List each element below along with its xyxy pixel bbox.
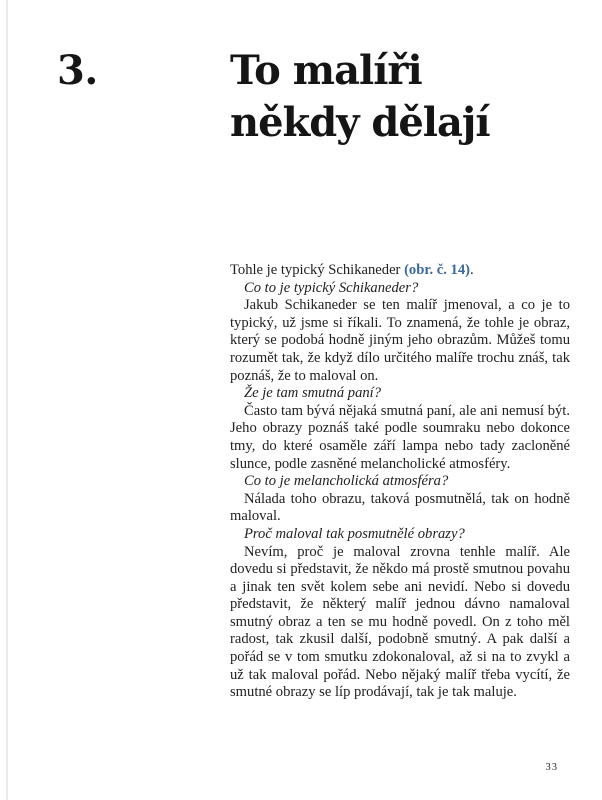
paragraph-answer: Nevím, proč je maloval zrovna tenhle malíř. Ale dovedu si představit, že někdo má prostě smutnou povahu a jinak ten svět kolem sebe ani nevidí. Nebo si dovedu představit, že některý malíř jednou dávno namaloval smutný obraz a ten se mu hodně povedl. On z toho měl radost, tak zkusil další, podobně smutný. A pak další a pořád se v tom smutku zdokonaloval, až si na to zvykl a už tak maloval pořád. Nebo nějaký malíř třeba vycítí, že smutné obrazy se líp prodávají, tak je tak maluje.: [230, 543, 570, 701]
paragraph-answer: Nálada toho obrazu, taková posmutnělá, tak on hodně maloval.: [230, 490, 570, 525]
paragraph-question: Co to je melancholická atmosféra?: [244, 473, 449, 490]
page-number: 33: [545, 762, 558, 773]
page-edge-shadow: [6, 0, 8, 800]
paragraph-question: Proč maloval tak posmutnělé obrazy?: [244, 525, 465, 542]
chapter-title: [230, 45, 490, 149]
paragraph-question: Že je tam smutná paní?: [244, 385, 382, 402]
paragraph-question: Co to je typický Schikaneder?: [244, 279, 419, 296]
paragraph-answer: Často tam bývá nějaká smutná paní, ale ani nemusí být. Jeho obrazy poznáš také podle soumraku nebo dokonce tmy, do které osaměle září lampa nebo tady zacloněné slunce, podle zasněné melancholické atmosféry.: [230, 402, 570, 472]
figure-reference-link[interactable]: (obr. č. 14): [404, 262, 470, 278]
chapter-title-line-1: To malíři: [230, 47, 422, 94]
paragraph-opening: [230, 262, 570, 280]
opening-text: Tohle je typický Schikaneder: [230, 262, 405, 278]
body-text-column: [230, 262, 570, 702]
chapter-title-line-2: někdy dělají: [230, 99, 490, 146]
opening-text-end: .: [470, 262, 474, 278]
paragraph-answer: Jakub Schikaneder se ten malíř jmenoval, a co je to typický, už jsme si říkali. To znamená, že tohle je obraz, který se podobá hodně jiným jeho obrazům. Můžeš tomu rozumět tak, že když dílo určitého malíře trochu znáš, tak poznáš, že to maloval on.: [230, 297, 570, 384]
chapter-number: 3.: [57, 47, 98, 94]
